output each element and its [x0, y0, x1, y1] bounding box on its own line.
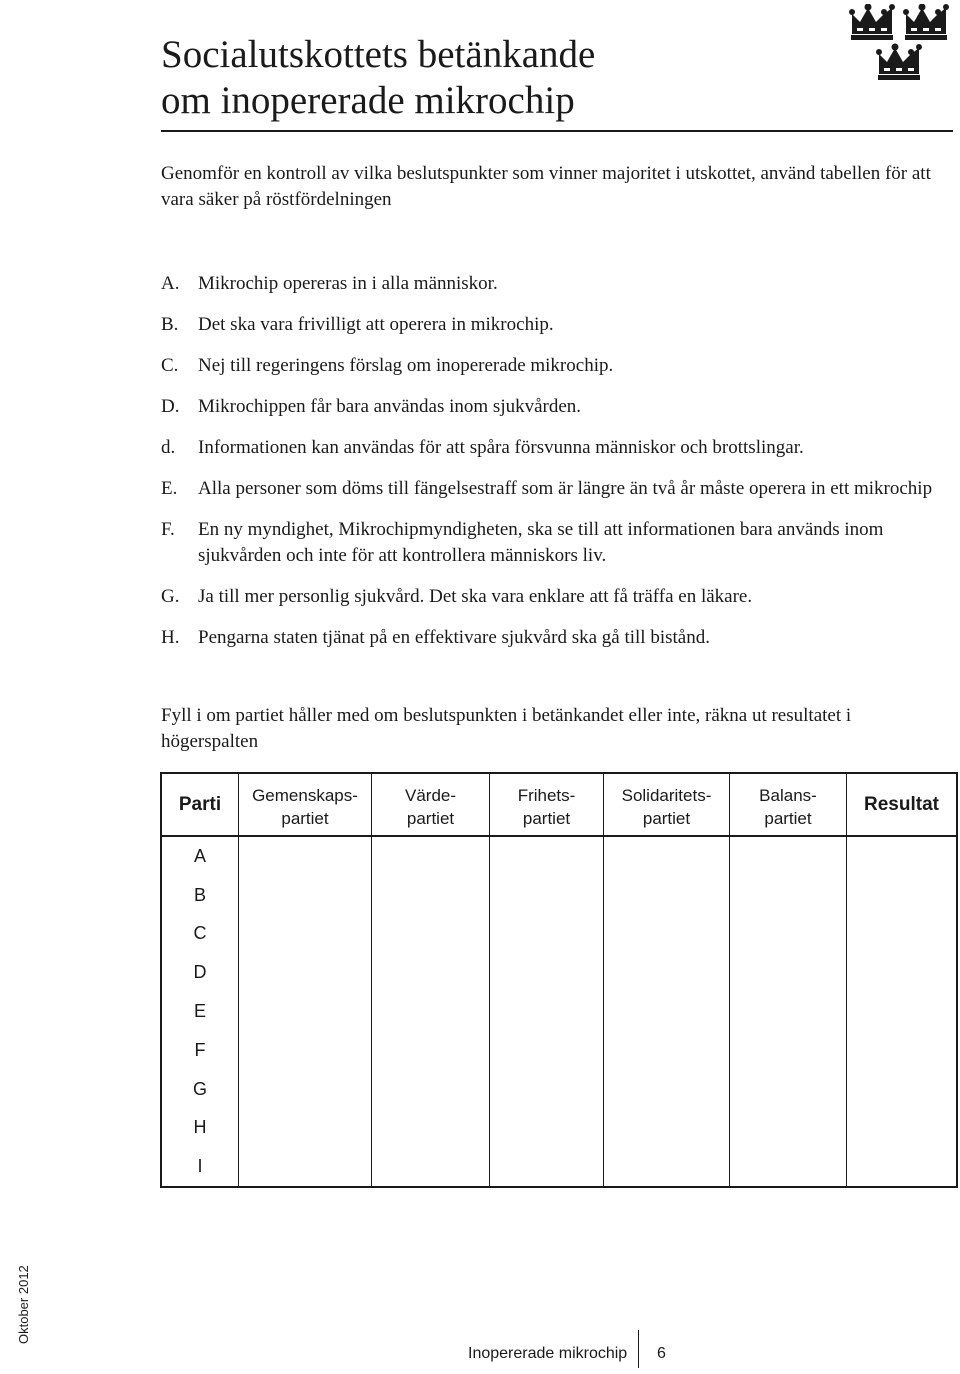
header-label-line: Balans- [759, 786, 817, 805]
vote-cell[interactable] [847, 876, 956, 915]
title-line-2: om inopererade mikrochip [161, 79, 575, 122]
item-text: Mikrochip opereras in i alla människor. [198, 273, 498, 294]
item-letter: G. [161, 586, 180, 607]
vote-cell[interactable] [372, 1147, 490, 1186]
vote-cell[interactable] [490, 876, 604, 915]
item-text: Alla personer som döms till fängelsestraff som är längre än två år måste operera in ett mikrochip [198, 478, 933, 499]
header-label-line: Värde- [404, 786, 457, 805]
vote-cell[interactable] [239, 1031, 372, 1070]
vote-cell[interactable] [490, 1109, 604, 1148]
intro-text: Genomför en kontroll av vilka beslutspunkter som vinner majoritet i utskottet, använd tabellen för att vara säker på röstfördelningen [161, 163, 931, 210]
party-label-cell: G [162, 1070, 239, 1109]
party-label-cell: I [162, 1147, 239, 1186]
vote-cell[interactable] [239, 1147, 372, 1186]
vote-cell[interactable] [372, 992, 490, 1031]
item-text: Det ska vara frivilligt att operera in mikrochip. [198, 314, 554, 335]
vote-cell[interactable] [239, 992, 372, 1031]
header-label-line: partiet [522, 809, 571, 828]
vote-cell[interactable] [372, 1070, 490, 1109]
table-header-cell [372, 774, 490, 837]
vote-cell[interactable] [239, 876, 372, 915]
vote-cell[interactable] [604, 1070, 730, 1109]
vote-cell[interactable] [730, 1031, 847, 1070]
vote-cell[interactable] [730, 915, 847, 954]
vote-cell[interactable] [847, 1031, 956, 1070]
title-line-1: Socialutskottets betänkande [161, 33, 596, 76]
item-text: Mikrochippen får bara användas inom sjukvården. [198, 396, 582, 417]
item-letter: H. [161, 627, 180, 648]
item-letter: C. [161, 355, 179, 376]
vote-cell[interactable] [372, 1031, 490, 1070]
item-text: Nej till regeringens förslag om inopererade mikrochip. [198, 355, 614, 376]
party-label-cell: A [162, 837, 239, 876]
table-header-cell [490, 774, 604, 837]
footer-separator [638, 1330, 639, 1368]
vote-cell[interactable] [730, 1070, 847, 1109]
header-label-line: partiet [406, 809, 455, 828]
page-title [161, 32, 861, 124]
list-item [161, 353, 956, 379]
header-label [622, 784, 712, 830]
vote-cell[interactable] [372, 837, 490, 876]
vote-cell[interactable] [239, 1109, 372, 1148]
three-crowns-icon [848, 4, 952, 82]
list-item [161, 435, 956, 461]
vote-cell[interactable] [239, 953, 372, 992]
list-item [161, 625, 956, 651]
vote-cell[interactable] [604, 876, 730, 915]
vote-cell[interactable] [239, 1070, 372, 1109]
vote-cell[interactable] [604, 953, 730, 992]
header-label [252, 784, 358, 830]
header-label-line: Frihets- [517, 786, 576, 805]
vote-cell[interactable] [847, 1109, 956, 1148]
list-item [161, 517, 956, 569]
vote-cell[interactable] [604, 1109, 730, 1148]
vote-cell[interactable] [730, 992, 847, 1031]
vote-cell[interactable] [730, 876, 847, 915]
header-label [864, 793, 939, 816]
vote-cell[interactable] [847, 915, 956, 954]
party-label-cell: C [162, 915, 239, 954]
header-label-line: Solidaritets- [621, 786, 712, 805]
vote-cell[interactable] [490, 1070, 604, 1109]
party-label-cell: E [162, 992, 239, 1031]
item-text: En ny myndighet, Mikrochipmyndigheten, ska se till att informationen bara används inom sjukvården och inte för att kontrollera människors liv. [198, 519, 884, 566]
voting-table [160, 772, 958, 1188]
table-header-cell [847, 774, 956, 837]
list-item [161, 271, 956, 297]
vote-cell[interactable] [604, 915, 730, 954]
table-header-cell [730, 774, 847, 837]
header-divider [161, 130, 953, 132]
list-item [161, 476, 956, 502]
vote-cell[interactable] [372, 876, 490, 915]
vote-cell[interactable] [490, 992, 604, 1031]
item-text: Ja till mer personlig sjukvård. Det ska vara enklare att få träffa en läkare. [198, 586, 753, 607]
header-label [179, 793, 221, 816]
vote-cell[interactable] [239, 837, 372, 876]
item-letter: E. [161, 478, 178, 499]
vote-cell[interactable] [730, 953, 847, 992]
table-header-cell [162, 774, 239, 837]
item-letter: D. [161, 396, 180, 417]
fill-instruction: Fyll i om partiet håller med om beslutspunkten i betänkandet eller inte, räkna ut resultatet i högerspalten [161, 705, 852, 752]
header-label [405, 784, 456, 830]
list-item [161, 394, 956, 420]
item-letter: A. [161, 273, 180, 294]
header-label-line: partiet [281, 809, 329, 828]
party-label-cell: H [162, 1109, 239, 1148]
vote-cell[interactable] [730, 1147, 847, 1186]
item-letter: d. [161, 437, 176, 458]
header-label-line: partiet [764, 809, 812, 828]
vote-cell[interactable] [490, 837, 604, 876]
vote-cell[interactable] [730, 1109, 847, 1148]
list-item [161, 312, 956, 338]
vote-cell[interactable] [604, 1031, 730, 1070]
header-label-line: Resultat [864, 794, 939, 815]
header-label-line: Parti [178, 794, 222, 815]
header-label-line: partiet [642, 809, 691, 828]
vote-cell[interactable] [604, 992, 730, 1031]
decision-points-list [161, 271, 956, 666]
item-letter: B. [161, 314, 179, 335]
party-label-cell: F [162, 1031, 239, 1070]
vote-cell[interactable] [847, 1070, 956, 1109]
vote-cell[interactable] [372, 953, 490, 992]
vote-cell[interactable] [730, 837, 847, 876]
vote-cell[interactable] [847, 1147, 956, 1186]
vote-cell[interactable] [239, 915, 372, 954]
item-text: Pengarna staten tjänat på en effektivare sjukvård ska gå till bistånd. [198, 627, 710, 648]
vote-cell[interactable] [490, 915, 604, 954]
table-header-cell [604, 774, 730, 837]
page-number: 6 [657, 1345, 666, 1362]
header-label [759, 784, 817, 830]
vote-cell[interactable] [490, 1147, 604, 1186]
list-item [161, 584, 956, 610]
vote-cell[interactable] [490, 953, 604, 992]
header-label [518, 784, 576, 830]
vote-cell[interactable] [372, 1109, 490, 1148]
vote-cell[interactable] [490, 1031, 604, 1070]
vote-cell[interactable] [604, 1147, 730, 1186]
table-header-cell [239, 774, 372, 837]
header-label-line: Gemenskaps- [252, 786, 358, 805]
footer-date: Oktober 2012 [16, 1265, 31, 1344]
vote-cell[interactable] [847, 837, 956, 876]
vote-cell[interactable] [847, 953, 956, 992]
party-label-cell: D [162, 953, 239, 992]
vote-cell[interactable] [604, 837, 730, 876]
vote-cell[interactable] [847, 992, 956, 1031]
vote-cell[interactable] [372, 915, 490, 954]
party-label-cell: B [162, 876, 239, 915]
item-text: Informationen kan användas för att spåra försvunna människor och brottslingar. [198, 437, 804, 458]
item-letter: F. [161, 519, 175, 540]
footer-document-title: Inopererade mikrochip [468, 1345, 628, 1362]
